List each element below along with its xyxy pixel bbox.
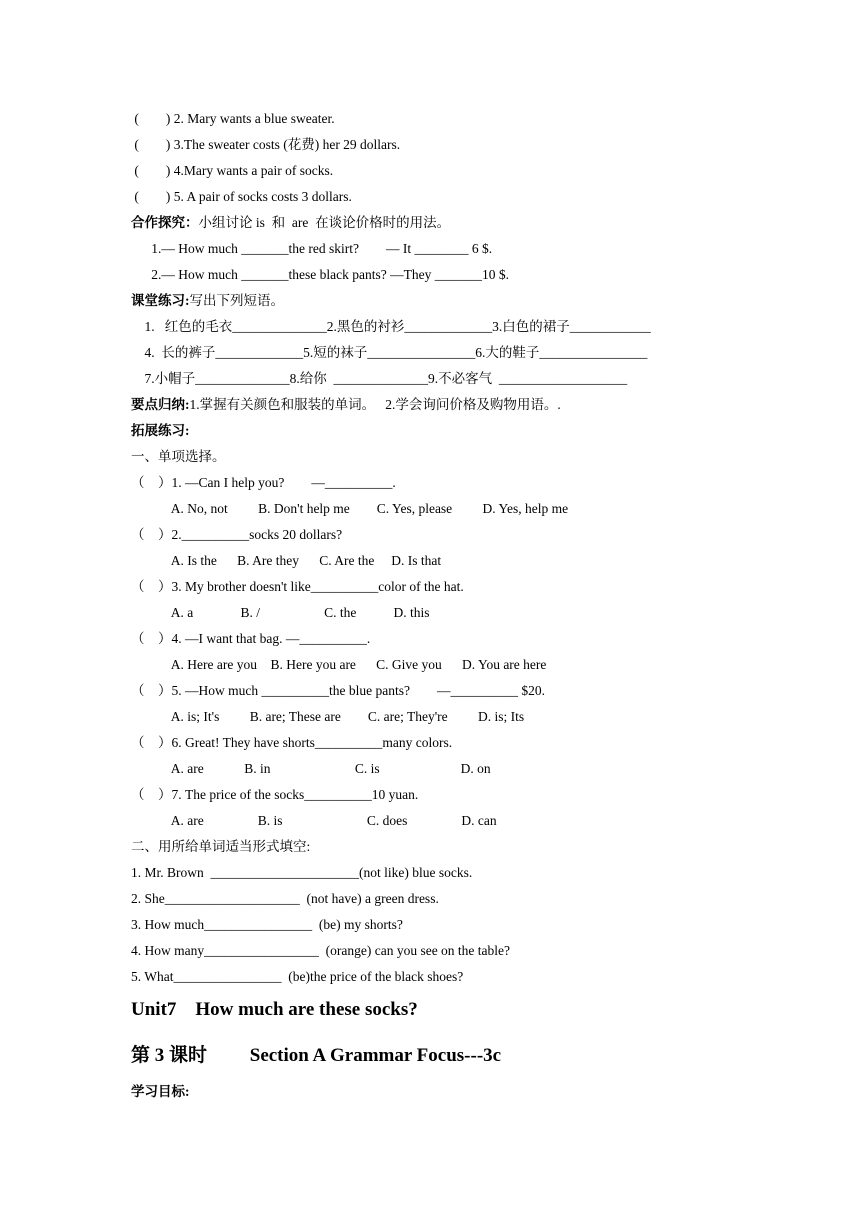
text-line: A. Is the B. Are they C. Are the D. Is that — [131, 553, 442, 568]
text-line: （ ）1. —Can I help you? —__________. — [131, 475, 396, 490]
text-line: （ ）3. My brother doesn't like__________color of the hat. — [131, 579, 464, 594]
text-line: A. is; It's B. are; These are C. are; They're D. is; Its — [131, 709, 525, 724]
text-line: ( ) 2. Mary wants a blue sweater. — [131, 111, 335, 126]
text-line: （ ）6. Great! They have shorts__________many colors. — [131, 735, 453, 750]
learning-objectives-label: 学习目标: — [131, 1084, 190, 1099]
text-line: 二、用所给单词适当形式填空: — [131, 839, 311, 854]
text-line: 7.小帽子______________8.给你 ______________9.不必客气 ___________________ — [131, 371, 628, 386]
text-line: 1. 红色的毛衣______________2.黑色的衬衫_____________3.白色的裙子____________ — [131, 319, 651, 334]
text-line: 4. How many_________________ (orange) can you see on the table? — [131, 943, 511, 958]
text-line: （ ）4. —I want that bag. —__________. — [131, 631, 371, 646]
text-line: 课堂练习:写出下列短语。 — [131, 293, 284, 308]
text-line: 要点归纳:1.掌握有关颜色和服装的单词。 2.学会询问价格及购物用语。. — [131, 397, 561, 412]
text-line: （ ）5. —How much __________the blue pants? —__________ $20. — [131, 683, 545, 698]
text-line: 1. Mr. Brown ______________________(not like) blue socks. — [131, 865, 473, 880]
text-line: A. a B. / C. the D. this — [131, 605, 430, 620]
unit-heading: Unit7 How much are these socks? — [131, 999, 418, 1020]
text-line: （ ）7. The price of the socks__________10 yuan. — [131, 787, 419, 802]
text-line: 1.— How much _______the red skirt? — It ________ 6 $. — [131, 241, 493, 256]
text-line: ( ) 3.The sweater costs (花费) her 29 dollars. — [131, 137, 401, 152]
lesson-heading: 第 3 课时 Section A Grammar Focus---3c — [131, 1045, 502, 1066]
text-line: 2. She____________________ (not have) a green dress. — [131, 891, 439, 906]
text-line: 3. How much________________ (be) my shorts? — [131, 917, 403, 932]
text-line: A. are B. in C. is D. on — [131, 761, 491, 776]
text-line: A. No, not B. Don't help me C. Yes, please D. Yes, help me — [131, 501, 569, 516]
text-line: A. Here are you B. Here you are C. Give you D. You are here — [131, 657, 547, 672]
text-line: （ ）2.__________socks 20 dollars? — [131, 527, 343, 542]
text-line: A. are B. is C. does D. can — [131, 813, 497, 828]
text-line: 合作探究：小组讨论 is 和 are 在谈论价格时的用法。 — [131, 215, 451, 230]
text-line: 2.— How much _______these black pants? —They _______10 $. — [131, 267, 509, 282]
text-line: ( ) 4.Mary wants a pair of socks. — [131, 163, 334, 178]
text-line: 一、单项选择。 — [131, 449, 226, 464]
text-line: 4. 长的裤子_____________5.短的袜子________________6.大的鞋子________________ — [131, 345, 648, 360]
text-line: 5. What________________ (be)the price of the black shoes? — [131, 969, 464, 984]
text-line: ( ) 5. A pair of socks costs 3 dollars. — [131, 189, 352, 204]
text-line: 拓展练习: — [131, 423, 190, 438]
